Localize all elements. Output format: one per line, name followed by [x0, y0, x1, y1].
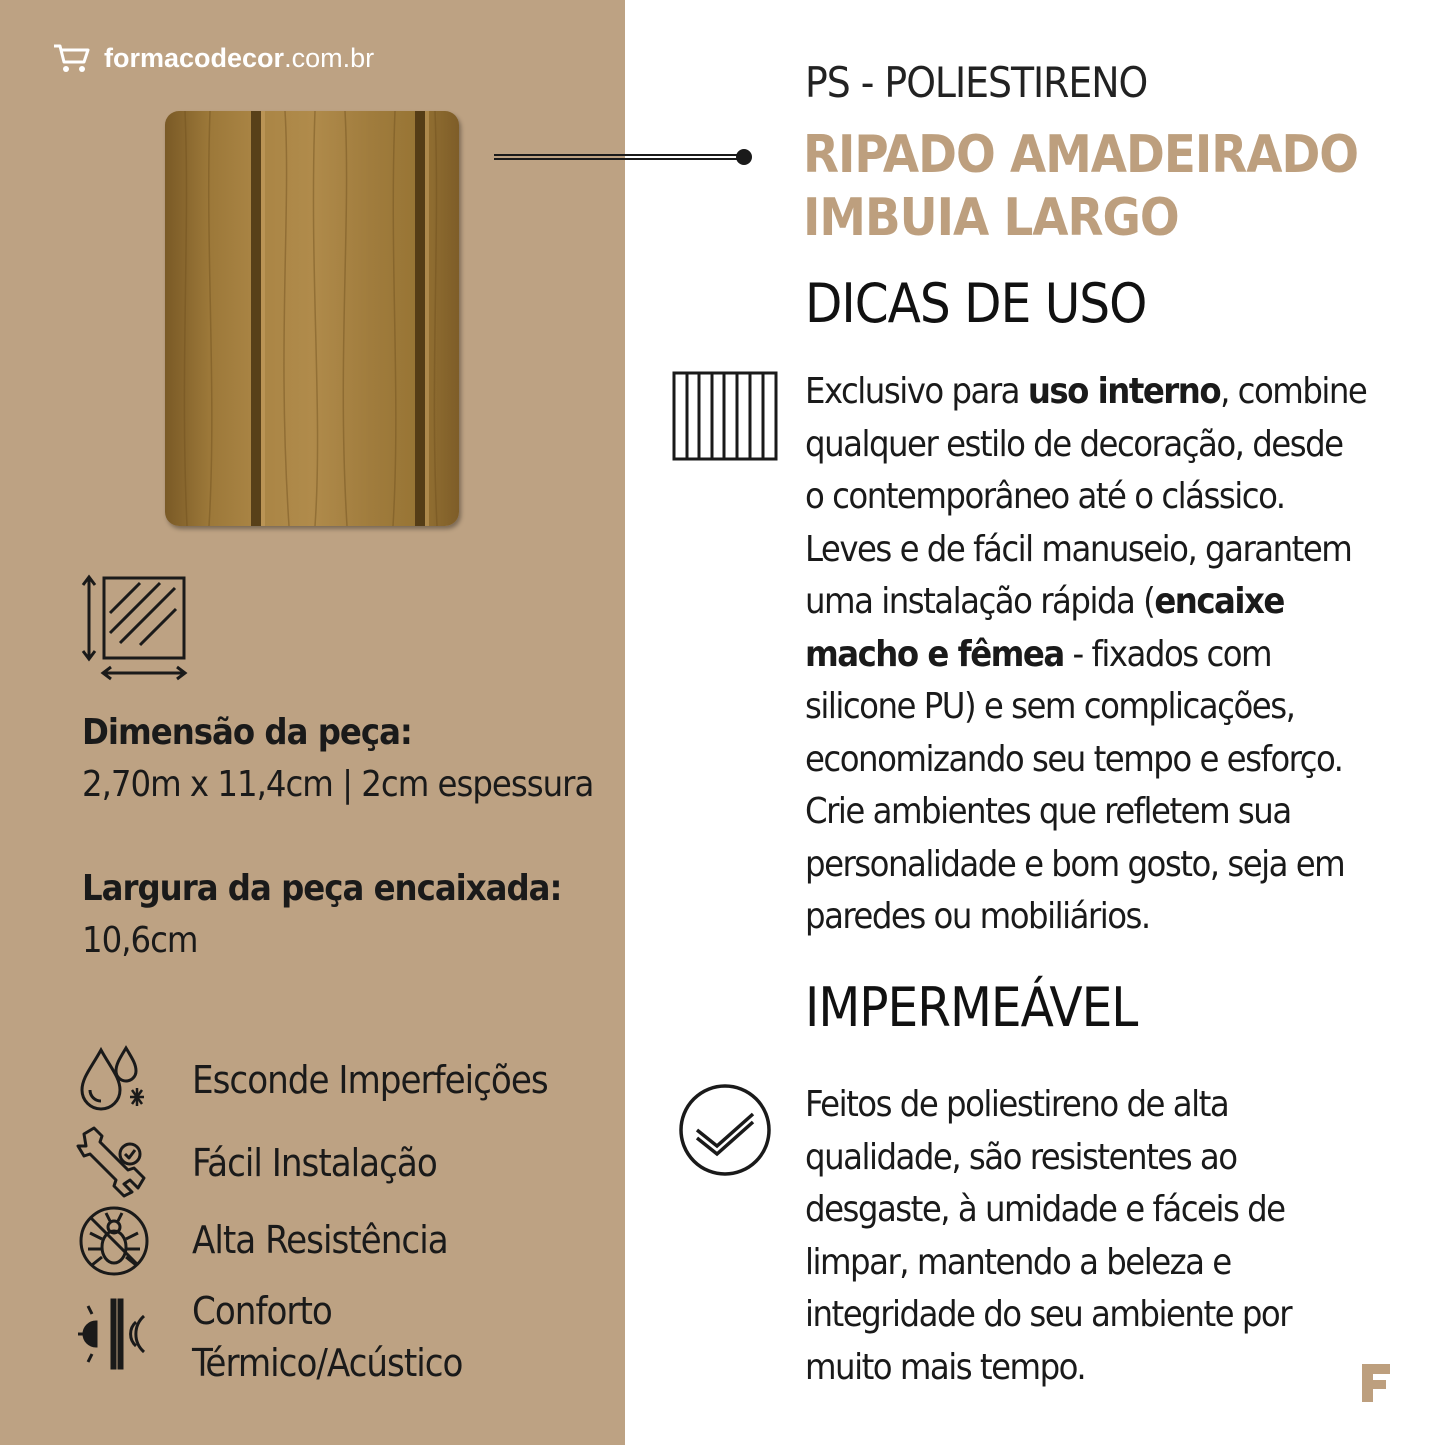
waterproof-line: Feitos de poliestireno de alta [805, 1084, 1229, 1125]
tips-line: macho e fêmea - fixados com [805, 633, 1272, 675]
left-panel [0, 0, 625, 1445]
tips-line: paredes ou mobiliários. [805, 896, 1150, 937]
tips-line: economizando seu tempo e esforço. [805, 738, 1343, 780]
feature-thermal-line2: Térmico/Acústico [192, 1341, 463, 1385]
check-circle-icon [677, 1082, 773, 1178]
product-title [803, 124, 1358, 250]
dimension-value: 2,70m x 11,4cm | 2cm espessura [82, 764, 594, 805]
no-bug-icon [76, 1203, 152, 1279]
water-drops-icon [76, 1040, 152, 1116]
brand-mark-icon [1360, 1362, 1392, 1404]
brand-logo[interactable] [52, 42, 374, 74]
feature-hides-imperfections: Esconde Imperfeições [192, 1058, 548, 1102]
tips-line: qualquer estilo de decoração, desde [805, 423, 1343, 465]
title-connector [494, 148, 754, 166]
dimension-label: Dimensão da peça: [82, 712, 412, 753]
waterproof-line: desgaste, à umidade e fáceis de [805, 1189, 1285, 1230]
dimension-spec [82, 707, 593, 811]
tips-line: personalidade e bom gosto, seja em [805, 843, 1345, 885]
dimension-icon [80, 573, 190, 683]
tips-heading: DICAS DE USO [805, 272, 1147, 335]
tips-line: Crie ambientes que refletem sua [805, 791, 1291, 832]
tips-line: silicone PU) e sem complicações, [805, 686, 1295, 727]
waterproof-paragraph [805, 1079, 1405, 1394]
feature-thermal-acoustic [192, 1285, 462, 1389]
tips-paragraph [805, 366, 1405, 944]
tips-line: Leves e de fácil manuseio, garantem [805, 528, 1352, 570]
slats-icon [672, 371, 778, 461]
waterproof-line: muito mais tempo. [805, 1346, 1086, 1388]
brand-domain: .com.br [284, 42, 375, 73]
tips-line: Exclusivo para uso interno, combine [805, 371, 1367, 412]
tips-line: uma instalação rápida (encaixe [805, 581, 1284, 622]
product-image [165, 111, 459, 526]
cart-icon [52, 42, 92, 74]
material-label: PS - POLIESTIRENO [805, 58, 1148, 107]
feature-thermal-line1: Conforto [192, 1289, 332, 1333]
brand-name: formacodecor [104, 42, 285, 73]
feature-high-resistance: Alta Resistência [192, 1218, 448, 1262]
feature-easy-installation: Fácil Instalação [192, 1141, 437, 1185]
waterproof-line: integridade do seu ambiente por [805, 1294, 1292, 1335]
waterproof-line: limpar, mantendo a beleza e [805, 1241, 1231, 1283]
thermal-acoustic-icon [76, 1296, 152, 1372]
product-title-line1: RIPADO AMADEIRADO [803, 125, 1359, 185]
tips-line: o contemporâneo até o clássico. [805, 476, 1285, 517]
product-title-line2: IMBUIA LARGO [803, 188, 1179, 248]
width-spec [82, 863, 561, 967]
waterproof-heading: IMPERMEÁVEL [805, 976, 1138, 1039]
waterproof-line: qualidade, são resistentes ao [805, 1136, 1237, 1178]
width-label: Largura da peça encaixada: [82, 868, 562, 909]
wrench-icon [76, 1124, 152, 1200]
width-value: 10,6cm [82, 920, 198, 961]
